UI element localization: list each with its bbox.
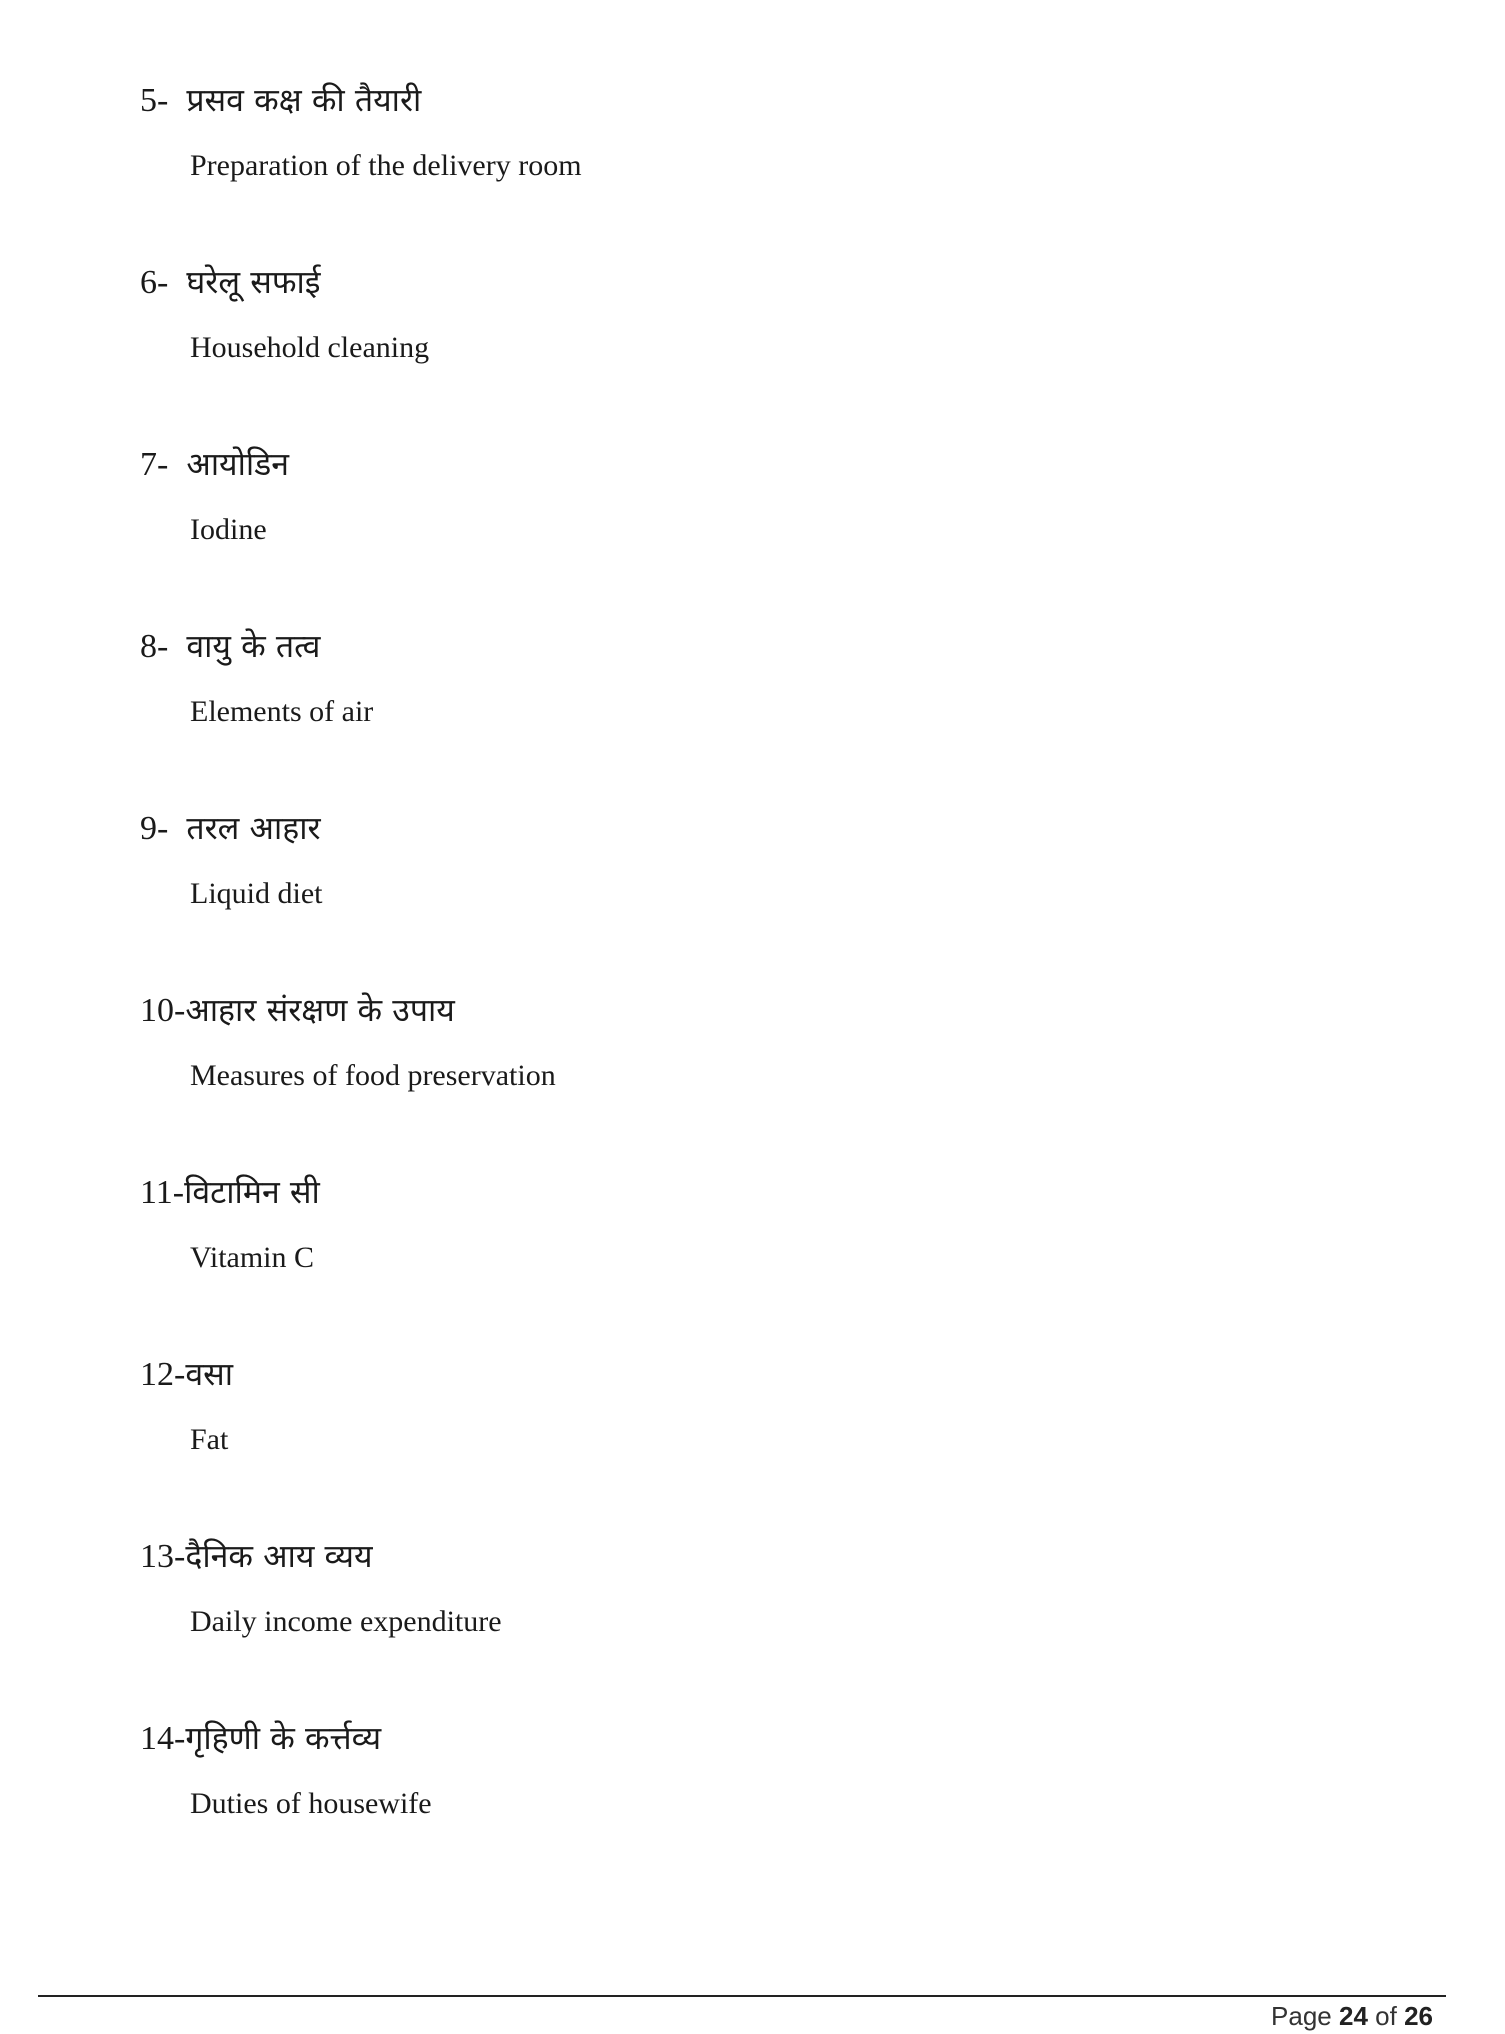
item-hindi-term: प्रसव कक्ष की तैयारी (186, 81, 422, 119)
item-heading (140, 442, 289, 487)
item-number: 11- (140, 1174, 185, 1211)
list-item (140, 442, 1340, 624)
item-number: 13- (140, 1538, 186, 1575)
item-heading (140, 1352, 233, 1397)
item-number: 10- (140, 992, 186, 1029)
item-english-term: Measures of food preservation (190, 1059, 556, 1092)
item-hindi-term: वसा (185, 1355, 234, 1393)
item-english-term: Elements of air (190, 695, 374, 728)
item-number: 7- (140, 446, 169, 483)
page-label: Page (1271, 2001, 1332, 2031)
item-number: 12- (140, 1356, 186, 1393)
list-item (140, 260, 1340, 442)
total-pages-number: 26 (1404, 2001, 1433, 2031)
item-heading (140, 1534, 373, 1579)
item-hindi-term: आहार संरक्षण के उपाय (185, 991, 455, 1029)
glossary-list (140, 78, 1340, 1898)
item-hindi-term: घरेलू सफाई (186, 263, 321, 301)
item-hindi-term: आयोडिन (186, 445, 290, 483)
item-hindi-term: विटामिन सी (184, 1173, 320, 1211)
item-heading (140, 1716, 381, 1761)
item-number: 14- (140, 1720, 186, 1757)
item-english-term: Vitamin C (190, 1241, 315, 1274)
item-hindi-term: वायु के तत्व (186, 627, 321, 665)
footer-divider (38, 1995, 1446, 1997)
item-english-term: Fat (190, 1423, 229, 1456)
item-hindi-term: तरल आहार (186, 809, 321, 847)
item-number: 9- (140, 810, 169, 847)
list-item (140, 1534, 1340, 1716)
of-label: of (1375, 2001, 1397, 2031)
item-heading (140, 988, 455, 1033)
item-english-term: Preparation of the delivery room (190, 149, 582, 182)
item-english-term: Duties of housewife (190, 1787, 432, 1820)
item-heading (140, 260, 321, 305)
page-number (1271, 2001, 1433, 2031)
list-item (140, 1716, 1340, 1898)
item-english-term: Iodine (190, 513, 267, 546)
list-item (140, 1352, 1340, 1534)
item-english-term: Daily income expenditure (190, 1605, 502, 1638)
item-english-term: Household cleaning (190, 331, 430, 364)
item-number: 5- (140, 82, 169, 119)
list-item (140, 624, 1340, 806)
item-heading (140, 1170, 320, 1215)
item-heading (140, 78, 421, 123)
list-item (140, 1170, 1340, 1352)
list-item (140, 78, 1340, 260)
item-heading (140, 624, 320, 669)
item-number: 6- (140, 264, 169, 301)
list-item (140, 988, 1340, 1170)
item-hindi-term: दैनिक आय व्यय (185, 1537, 373, 1575)
item-english-term: Liquid diet (190, 877, 323, 910)
item-number: 8- (140, 628, 169, 665)
item-hindi-term: गृहिणी के कर्त्तव्य (185, 1719, 382, 1757)
list-item (140, 806, 1340, 988)
current-page-number: 24 (1339, 2001, 1368, 2031)
item-heading (140, 806, 321, 851)
